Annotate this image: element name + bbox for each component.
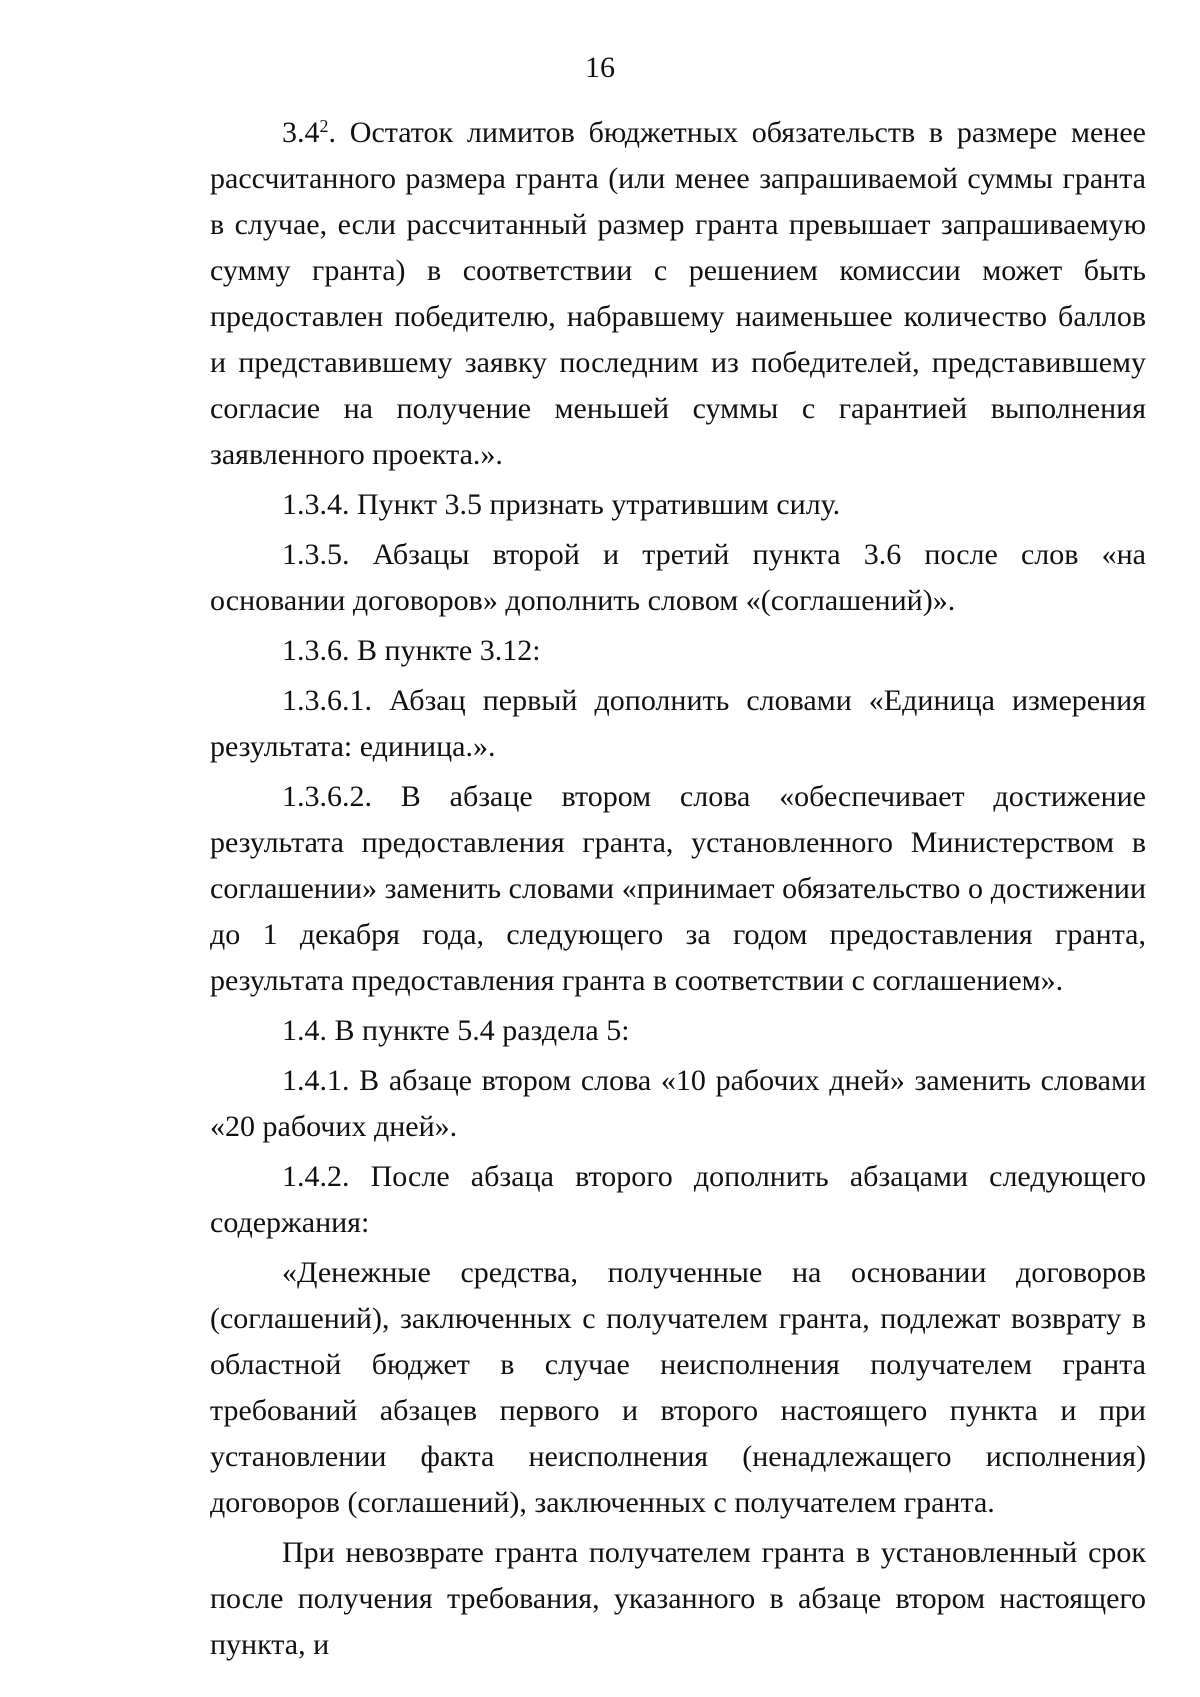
paragraph-1-3-6: 1.3.6. В пункте 3.12: (282, 634, 541, 667)
paragraph-quoted-2: При невозврате гранта получателем гранта в установленный срок после получения требования, указанного в абзаце втором настоящего пункта, и (210, 1536, 1146, 1661)
paragraph-text: . Остаток лимитов бюджетных обязательств в размере менее рассчитанного размера гранта (или менее запрашиваемой суммы гранта в случае, если рассчитанный размер гранта превышает запрашиваемую сумму гранта) в соответствии с решением комиссии может быть предоставлен победителю, набравшему наименьшее количество баллов и представившему заявку последним из победителей, представившему согласие на получение меньшей суммы с гарантией выполнения заявленного проекта.». (210, 116, 1146, 471)
paragraph-1-4-1: 1.4.1. В абзаце втором слова «10 рабочих дней» заменить словами «20 рабочих дней». (210, 1064, 1146, 1143)
paragraph-1-4-2: 1.4.2. После абзаца второго дополнить абзацами следующего содержания: (210, 1160, 1146, 1239)
paragraph-1-3-6-2: 1.3.6.2. В абзаце втором слова «обеспечивает достижение результата предоставления гранта, установленного Министерством в соглашении» заменить словами «принимает обязательство о достижении до 1 декабря года, следующего за годом предоставления гранта, результата предоставления гранта в соответствии с соглашением». (210, 780, 1146, 997)
document-body (210, 110, 1146, 1672)
paragraph-3-4-2 (210, 110, 1146, 478)
paragraph-1-3-5: 1.3.5. Абзацы второй и третий пункта 3.6 после слов «на основании договоров» дополнить словом «(соглашений)». (210, 538, 1146, 617)
paragraph-1-3-4: 1.3.4. Пункт 3.5 признать утратившим силу. (282, 488, 841, 521)
clause-superscript: 2 (319, 116, 329, 136)
paragraph-quoted-1: «Денежные средства, полученные на основании договоров (соглашений), заключенных с получателем гранта, подлежат возврату в областной бюджет в случае неисполнения получателем гранта требований абзацев первого и второго настоящего пункта и при установлении факта неисполнения (ненадлежащего исполнения) договоров (соглашений), заключенных с получателем гранта. (210, 1256, 1146, 1519)
clause-number: 3.4 (282, 116, 320, 149)
page-number: 16 (585, 51, 615, 84)
paragraph-1-3-6-1: 1.3.6.1. Абзац первый дополнить словами «Единица измерения результата: единица.». (210, 684, 1146, 763)
paragraph-1-4: 1.4. В пункте 5.4 раздела 5: (282, 1014, 630, 1047)
